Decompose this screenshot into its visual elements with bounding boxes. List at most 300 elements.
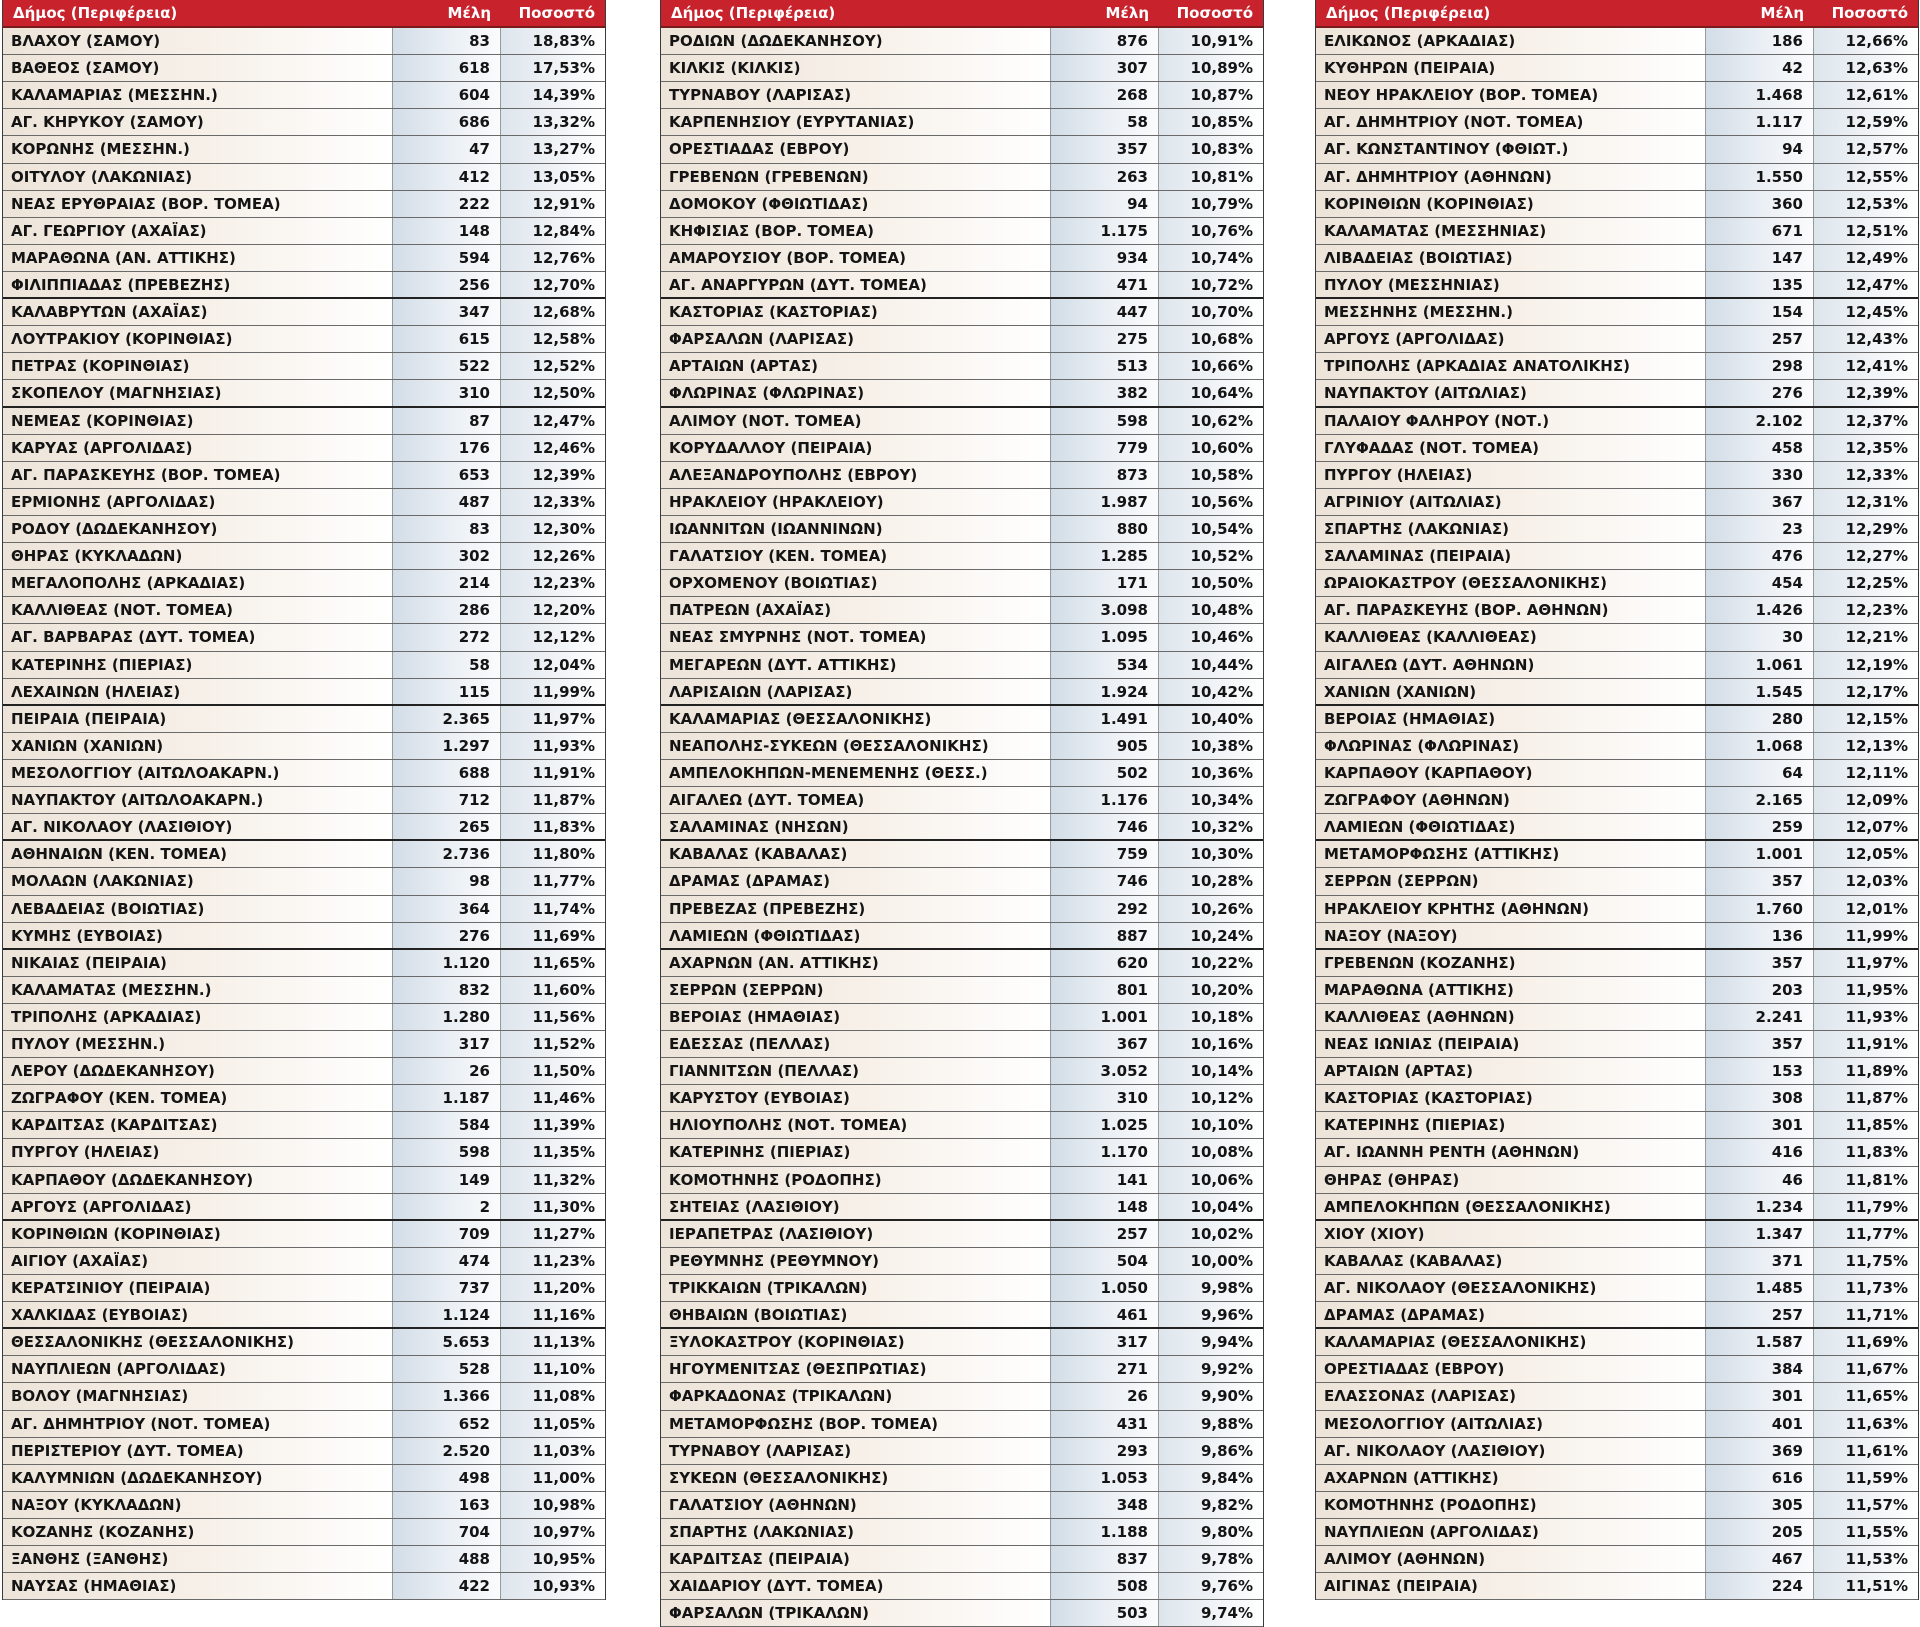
percent-cell: 11,65% bbox=[1814, 1383, 1918, 1409]
percent-cell: 9,90% bbox=[1159, 1383, 1263, 1409]
members-cell: 265 bbox=[393, 814, 501, 839]
percent-cell: 12,20% bbox=[501, 597, 605, 623]
percent-cell: 10,50% bbox=[1159, 570, 1263, 596]
members-cell: 508 bbox=[1051, 1573, 1159, 1599]
table-row bbox=[1316, 570, 1918, 597]
table-row bbox=[3, 1465, 605, 1492]
header-count: Μέλη bbox=[1105, 4, 1149, 22]
municipality-cell: ΑΙΓΙΟΥ (ΑΧΑΪΑΣ) bbox=[3, 1248, 393, 1274]
table-row bbox=[1316, 1411, 1918, 1438]
table-row bbox=[661, 1085, 1263, 1112]
table-row bbox=[3, 408, 605, 435]
municipality-cell: ΘΕΣΣΑΛΟΝΙΚΗΣ (ΘΕΣΣΑΛΟΝΙΚΗΣ) bbox=[3, 1329, 393, 1355]
percent-cell: 9,86% bbox=[1159, 1438, 1263, 1464]
members-cell: 367 bbox=[1051, 1031, 1159, 1057]
table-row bbox=[661, 136, 1263, 163]
municipality-cell: ΚΟΡΙΝΘΙΩΝ (ΚΟΡΙΝΘΙΑΣ) bbox=[1316, 191, 1706, 217]
municipality-cell: ΚΟΖΑΝΗΣ (ΚΟΖΑΝΗΣ) bbox=[3, 1519, 393, 1545]
table-row bbox=[1316, 1383, 1918, 1410]
table-row bbox=[1316, 1248, 1918, 1275]
members-cell: 5.653 bbox=[393, 1329, 501, 1355]
table-row bbox=[661, 191, 1263, 218]
percent-cell: 12,19% bbox=[1814, 652, 1918, 678]
table-row bbox=[661, 164, 1263, 191]
percent-cell: 11,91% bbox=[1814, 1031, 1918, 1057]
members-cell: 1.426 bbox=[1706, 597, 1814, 623]
table-row bbox=[1316, 55, 1918, 82]
table-row bbox=[661, 841, 1263, 868]
municipality-cell: ΦΑΡΚΑΔΟΝΑΣ (ΤΡΙΚΑΛΩΝ) bbox=[661, 1383, 1051, 1409]
percent-cell: 9,74% bbox=[1159, 1600, 1263, 1626]
percent-cell: 11,83% bbox=[501, 814, 605, 839]
municipality-cell: ΚΑΛΑΒΡΥΤΩΝ (ΑΧΑΪΑΣ) bbox=[3, 299, 393, 325]
municipality-cell: ΑΓ. ΔΗΜΗΤΡΙΟΥ (ΑΘΗΝΩΝ) bbox=[1316, 164, 1706, 190]
municipality-cell: ΦΙΛΙΠΠΙΑΔΑΣ (ΠΡΕΒΕΖΗΣ) bbox=[3, 272, 393, 297]
municipality-cell: ΚΟΡΙΝΘΙΩΝ (ΚΟΡΙΝΘΙΑΣ) bbox=[3, 1221, 393, 1247]
municipality-cell: ΜΕΓΑΡΕΩΝ (ΔΥΤ. ΑΤΤΙΚΗΣ) bbox=[661, 652, 1051, 678]
percent-cell: 11,73% bbox=[1814, 1275, 1918, 1301]
table-row bbox=[1316, 326, 1918, 353]
municipality-cell: ΛΑΡΙΣΑΙΩΝ (ΛΑΡΙΣΑΣ) bbox=[661, 679, 1051, 704]
table-row bbox=[3, 1221, 605, 1248]
table-row bbox=[1316, 624, 1918, 651]
percent-cell: 9,80% bbox=[1159, 1519, 1263, 1545]
table-row bbox=[661, 1438, 1263, 1465]
table-row bbox=[1316, 1167, 1918, 1194]
table-row bbox=[661, 1356, 1263, 1383]
municipality-cell: ΚΙΛΚΙΣ (ΚΙΛΚΙΣ) bbox=[661, 55, 1051, 81]
members-cell: 594 bbox=[393, 245, 501, 271]
percent-cell: 13,32% bbox=[501, 109, 605, 135]
percent-cell: 10,87% bbox=[1159, 82, 1263, 108]
members-cell: 1.053 bbox=[1051, 1465, 1159, 1491]
municipality-cell: ΝΙΚΑΙΑΣ (ΠΕΙΡΑΙΑ) bbox=[3, 950, 393, 976]
table-row bbox=[661, 814, 1263, 841]
percent-cell: 12,91% bbox=[501, 191, 605, 217]
members-cell: 416 bbox=[1706, 1139, 1814, 1165]
members-cell: 257 bbox=[1706, 1302, 1814, 1327]
municipality-cell: ΦΑΡΣΑΛΩΝ (ΤΡΙΚΑΛΩΝ) bbox=[661, 1600, 1051, 1626]
header-count: Μέλη bbox=[1760, 4, 1804, 22]
municipality-cell: ΑΜΑΡΟΥΣΙΟΥ (ΒΟΡ. ΤΟΜΕΑ) bbox=[661, 245, 1051, 271]
members-cell: 369 bbox=[1706, 1438, 1814, 1464]
table-row bbox=[3, 28, 605, 55]
table-row bbox=[3, 1519, 605, 1546]
table-row bbox=[1316, 1438, 1918, 1465]
members-cell: 42 bbox=[1706, 55, 1814, 81]
percent-cell: 11,87% bbox=[501, 787, 605, 813]
percent-cell: 9,98% bbox=[1159, 1275, 1263, 1301]
percent-cell: 10,89% bbox=[1159, 55, 1263, 81]
table-row bbox=[661, 299, 1263, 326]
table-row bbox=[3, 462, 605, 489]
members-cell: 271 bbox=[1051, 1356, 1159, 1382]
percent-cell: 11,16% bbox=[501, 1302, 605, 1327]
members-cell: 1.280 bbox=[393, 1004, 501, 1030]
table-row bbox=[3, 624, 605, 651]
percent-cell: 11,57% bbox=[1814, 1492, 1918, 1518]
table-row bbox=[1316, 191, 1918, 218]
table-row bbox=[1316, 82, 1918, 109]
members-cell: 832 bbox=[393, 977, 501, 1003]
municipality-cell: ΚΟΜΟΤΗΝΗΣ (ΡΟΔΟΠΗΣ) bbox=[1316, 1492, 1706, 1518]
members-cell: 474 bbox=[393, 1248, 501, 1274]
municipality-cell: ΖΩΓΡΑΦΟΥ (ΑΘΗΝΩΝ) bbox=[1316, 787, 1706, 813]
municipality-cell: ΛΑΜΙΕΩΝ (ΦΘΙΩΤΙΔΑΣ) bbox=[661, 923, 1051, 948]
municipality-cell: ΜΕΣΟΛΟΓΓΙΟΥ (ΑΙΤΩΛΟΑΚΑΡΝ.) bbox=[3, 760, 393, 786]
municipality-cell: ΑΜΠΕΛΟΚΗΠΩΝ-ΜΕΝΕΜΕΝΗΣ (ΘΕΣΣ.) bbox=[661, 760, 1051, 786]
municipality-cell: ΚΑΛΛΙΘΕΑΣ (ΝΟΤ. ΤΟΜΕΑ) bbox=[3, 597, 393, 623]
municipality-cell: ΜΟΛΑΩΝ (ΛΑΚΩΝΙΑΣ) bbox=[3, 868, 393, 894]
table-row bbox=[661, 1465, 1263, 1492]
percent-cell: 11,97% bbox=[501, 706, 605, 732]
members-cell: 310 bbox=[1051, 1085, 1159, 1111]
table-row bbox=[1316, 1275, 1918, 1302]
percent-cell: 10,97% bbox=[501, 1519, 605, 1545]
percent-cell: 12,57% bbox=[1814, 136, 1918, 162]
members-cell: 934 bbox=[1051, 245, 1159, 271]
percent-cell: 11,46% bbox=[501, 1085, 605, 1111]
table-row bbox=[1316, 516, 1918, 543]
percent-cell: 12,52% bbox=[501, 353, 605, 379]
percent-cell: 11,93% bbox=[501, 733, 605, 759]
members-cell: 1.550 bbox=[1706, 164, 1814, 190]
municipality-cell: ΓΑΛΑΤΣΙΟΥ (ΑΘΗΝΩΝ) bbox=[661, 1492, 1051, 1518]
municipality-cell: ΤΥΡΝΑΒΟΥ (ΛΑΡΙΣΑΣ) bbox=[661, 82, 1051, 108]
table-row bbox=[3, 1004, 605, 1031]
percent-cell: 11,97% bbox=[1814, 950, 1918, 976]
percent-cell: 12,66% bbox=[1814, 28, 1918, 54]
members-cell: 1.485 bbox=[1706, 1275, 1814, 1301]
percent-cell: 10,48% bbox=[1159, 597, 1263, 623]
percent-cell: 11,08% bbox=[501, 1383, 605, 1409]
percent-cell: 12,17% bbox=[1814, 679, 1918, 704]
percent-cell: 11,60% bbox=[501, 977, 605, 1003]
header-name: Δήμος (Περιφέρεια) bbox=[13, 4, 178, 22]
percent-cell: 12,39% bbox=[501, 462, 605, 488]
percent-cell: 10,93% bbox=[501, 1573, 605, 1599]
table-row bbox=[661, 1058, 1263, 1085]
members-cell: 263 bbox=[1051, 164, 1159, 190]
municipality-cell: ΟΙΤΥΛΟΥ (ΛΑΚΩΝΙΑΣ) bbox=[3, 164, 393, 190]
percent-cell: 10,74% bbox=[1159, 245, 1263, 271]
municipality-cell: ΒΕΡΟΙΑΣ (ΗΜΑΘΙΑΣ) bbox=[661, 1004, 1051, 1030]
municipality-cell: ΚΑΡΠΑΘΟΥ (ΔΩΔΕΚΑΝΗΣΟΥ) bbox=[3, 1167, 393, 1193]
members-cell: 272 bbox=[393, 624, 501, 650]
members-cell: 737 bbox=[393, 1275, 501, 1301]
municipality-cell: ΩΡΑΙΟΚΑΣΤΡΟΥ (ΘΕΣΣΑΛΟΝΙΚΗΣ) bbox=[1316, 570, 1706, 596]
table-row bbox=[661, 1302, 1263, 1329]
percent-cell: 10,26% bbox=[1159, 896, 1263, 922]
members-cell: 305 bbox=[1706, 1492, 1814, 1518]
members-cell: 712 bbox=[393, 787, 501, 813]
municipality-cell: ΤΡΙΠΟΛΗΣ (ΑΡΚΑΔΙΑΣ) bbox=[3, 1004, 393, 1030]
members-cell: 1.095 bbox=[1051, 624, 1159, 650]
table-row bbox=[1316, 733, 1918, 760]
municipality-cell: ΑΓ. ΔΗΜΗΤΡΙΟΥ (ΝΟΤ. ΤΟΜΕΑ) bbox=[1316, 109, 1706, 135]
municipality-cell: ΑΓ. ΙΩΑΝΝΗ ΡΕΝΤΗ (ΑΘΗΝΩΝ) bbox=[1316, 1139, 1706, 1165]
members-cell: 275 bbox=[1051, 326, 1159, 352]
table-row bbox=[1316, 760, 1918, 787]
table-row bbox=[3, 1546, 605, 1573]
members-cell: 2.241 bbox=[1706, 1004, 1814, 1030]
municipality-cell: ΡΟΔΟΥ (ΔΩΔΕΚΑΝΗΣΟΥ) bbox=[3, 516, 393, 542]
table-row bbox=[661, 1221, 1263, 1248]
municipality-cell: ΣΕΡΡΩΝ (ΣΕΡΡΩΝ) bbox=[1316, 868, 1706, 894]
percent-cell: 11,83% bbox=[1814, 1139, 1918, 1165]
municipality-cell: ΑΛΙΜΟΥ (ΑΘΗΝΩΝ) bbox=[1316, 1546, 1706, 1572]
table-row bbox=[3, 435, 605, 462]
percent-cell: 12,37% bbox=[1814, 408, 1918, 434]
municipality-cell: ΑΓ. ΒΑΡΒΑΡΑΣ (ΔΥΤ. ΤΟΜΕΑ) bbox=[3, 624, 393, 650]
municipality-cell: ΝΑΥΠΛΙΕΩΝ (ΑΡΓΟΛΙΔΑΣ) bbox=[3, 1356, 393, 1382]
table-row bbox=[3, 977, 605, 1004]
percent-cell: 12,03% bbox=[1814, 868, 1918, 894]
municipality-cell: ΠΕΡΙΣΤΕΡΙΟΥ (ΔΥΤ. ΤΟΜΕΑ) bbox=[3, 1438, 393, 1464]
percent-cell: 10,83% bbox=[1159, 136, 1263, 162]
members-cell: 58 bbox=[393, 652, 501, 678]
percent-cell: 11,20% bbox=[501, 1275, 605, 1301]
table-row bbox=[661, 1167, 1263, 1194]
municipality-cell: ΝΑΥΣΑΣ (ΗΜΑΘΙΑΣ) bbox=[3, 1573, 393, 1599]
percent-cell: 12,01% bbox=[1814, 896, 1918, 922]
members-cell: 26 bbox=[393, 1058, 501, 1084]
percent-cell: 11,59% bbox=[1814, 1465, 1918, 1491]
percent-cell: 9,94% bbox=[1159, 1329, 1263, 1355]
members-cell: 257 bbox=[1051, 1221, 1159, 1247]
percent-cell: 11,99% bbox=[501, 679, 605, 704]
percent-cell: 11,05% bbox=[501, 1411, 605, 1437]
percent-cell: 12,26% bbox=[501, 543, 605, 569]
percent-cell: 12,33% bbox=[501, 489, 605, 515]
table-row bbox=[1316, 109, 1918, 136]
table-row bbox=[661, 353, 1263, 380]
members-cell: 1.545 bbox=[1706, 679, 1814, 704]
table-row bbox=[1316, 1302, 1918, 1329]
percent-cell: 12,55% bbox=[1814, 164, 1918, 190]
members-cell: 203 bbox=[1706, 977, 1814, 1003]
percent-cell: 12,12% bbox=[501, 624, 605, 650]
municipality-cell: ΚΑΡΥΣΤΟΥ (ΕΥΒΟΙΑΣ) bbox=[661, 1085, 1051, 1111]
percent-cell: 9,76% bbox=[1159, 1573, 1263, 1599]
members-cell: 887 bbox=[1051, 923, 1159, 948]
percent-cell: 11,35% bbox=[501, 1139, 605, 1165]
table-row bbox=[661, 1411, 1263, 1438]
results-table-3 bbox=[1315, 0, 1919, 1600]
members-cell: 2.102 bbox=[1706, 408, 1814, 434]
members-cell: 2.165 bbox=[1706, 787, 1814, 813]
members-cell: 136 bbox=[1706, 923, 1814, 948]
percent-cell: 12,50% bbox=[501, 380, 605, 405]
percent-cell: 11,71% bbox=[1814, 1302, 1918, 1327]
municipality-cell: ΚΑΤΕΡΙΝΗΣ (ΠΙΕΡΙΑΣ) bbox=[661, 1139, 1051, 1165]
table-body bbox=[3, 28, 605, 1600]
percent-cell: 10,60% bbox=[1159, 435, 1263, 461]
members-cell: 759 bbox=[1051, 841, 1159, 867]
members-cell: 522 bbox=[393, 353, 501, 379]
percent-cell: 11,77% bbox=[501, 868, 605, 894]
percent-cell: 10,56% bbox=[1159, 489, 1263, 515]
members-cell: 1.924 bbox=[1051, 679, 1159, 704]
table-row bbox=[3, 1275, 605, 1302]
municipality-cell: ΓΛΥΦΑΔΑΣ (ΝΟΤ. ΤΟΜΕΑ) bbox=[1316, 435, 1706, 461]
municipality-cell: ΟΡΕΣΤΙΑΔΑΣ (ΕΒΡΟΥ) bbox=[661, 136, 1051, 162]
table-row bbox=[661, 570, 1263, 597]
header-name: Δήμος (Περιφέρεια) bbox=[671, 4, 836, 22]
percent-cell: 10,66% bbox=[1159, 353, 1263, 379]
members-cell: 2.736 bbox=[393, 841, 501, 867]
percent-cell: 12,51% bbox=[1814, 218, 1918, 244]
members-cell: 148 bbox=[1051, 1194, 1159, 1219]
members-cell: 1.188 bbox=[1051, 1519, 1159, 1545]
members-cell: 382 bbox=[1051, 380, 1159, 405]
members-cell: 905 bbox=[1051, 733, 1159, 759]
members-cell: 467 bbox=[1706, 1546, 1814, 1572]
municipality-cell: ΒΕΡΟΙΑΣ (ΗΜΑΘΙΑΣ) bbox=[1316, 706, 1706, 732]
percent-cell: 12,68% bbox=[501, 299, 605, 325]
percent-cell: 12,59% bbox=[1814, 109, 1918, 135]
table-row bbox=[1316, 462, 1918, 489]
members-cell: 26 bbox=[1051, 1383, 1159, 1409]
percent-cell: 10,06% bbox=[1159, 1167, 1263, 1193]
percent-cell: 10,34% bbox=[1159, 787, 1263, 813]
municipality-cell: ΝΑΞΟΥ (ΚΥΚΛΑΔΩΝ) bbox=[3, 1492, 393, 1518]
members-cell: 307 bbox=[1051, 55, 1159, 81]
percent-cell: 12,41% bbox=[1814, 353, 1918, 379]
members-cell: 1.234 bbox=[1706, 1194, 1814, 1219]
table-row bbox=[661, 489, 1263, 516]
municipality-cell: ΠΥΡΓΟΥ (ΗΛΕΙΑΣ) bbox=[3, 1139, 393, 1165]
table-row bbox=[661, 1600, 1263, 1627]
members-cell: 837 bbox=[1051, 1546, 1159, 1572]
percent-cell: 10,38% bbox=[1159, 733, 1263, 759]
table-row bbox=[3, 923, 605, 950]
municipality-cell: ΝΑΥΠΑΚΤΟΥ (ΑΙΤΩΛΟΑΚΑΡΝ.) bbox=[3, 787, 393, 813]
members-cell: 222 bbox=[393, 191, 501, 217]
percent-cell: 10,68% bbox=[1159, 326, 1263, 352]
members-cell: 598 bbox=[1051, 408, 1159, 434]
members-cell: 779 bbox=[1051, 435, 1159, 461]
members-cell: 1.061 bbox=[1706, 652, 1814, 678]
table-row bbox=[3, 1085, 605, 1112]
percent-cell: 12,30% bbox=[501, 516, 605, 542]
percent-cell: 11,80% bbox=[501, 841, 605, 867]
municipality-cell: ΑΜΠΕΛΟΚΗΠΩΝ (ΘΕΣΣΑΛΟΝΙΚΗΣ) bbox=[1316, 1194, 1706, 1219]
municipality-cell: ΜΕΣΟΛΟΓΓΙΟΥ (ΑΙΤΩΛΙΑΣ) bbox=[1316, 1411, 1706, 1437]
municipality-cell: ΜΕΓΑΛΟΠΟΛΗΣ (ΑΡΚΑΔΙΑΣ) bbox=[3, 570, 393, 596]
municipality-cell: ΡΕΘΥΜΝΗΣ (ΡΕΘΥΜΝΟΥ) bbox=[661, 1248, 1051, 1274]
members-cell: 746 bbox=[1051, 814, 1159, 839]
header-percent: Ποσοστό bbox=[518, 4, 595, 22]
municipality-cell: ΕΛΑΣΣΟΝΑΣ (ΛΑΡΙΣΑΣ) bbox=[1316, 1383, 1706, 1409]
table-row bbox=[1316, 1573, 1918, 1600]
percent-cell: 10,16% bbox=[1159, 1031, 1263, 1057]
members-cell: 83 bbox=[393, 28, 501, 54]
members-cell: 534 bbox=[1051, 652, 1159, 678]
percent-cell: 11,75% bbox=[1814, 1248, 1918, 1274]
percent-cell: 10,28% bbox=[1159, 868, 1263, 894]
members-cell: 686 bbox=[393, 109, 501, 135]
municipality-cell: ΓΡΕΒΕΝΩΝ (ΚΟΖΑΝΗΣ) bbox=[1316, 950, 1706, 976]
municipality-cell: ΘΗΒΑΙΩΝ (ΒΟΙΩΤΙΑΣ) bbox=[661, 1302, 1051, 1327]
table-row bbox=[1316, 489, 1918, 516]
percent-cell: 11,69% bbox=[1814, 1329, 1918, 1355]
members-cell: 259 bbox=[1706, 814, 1814, 839]
table-row bbox=[661, 1275, 1263, 1302]
members-cell: 23 bbox=[1706, 516, 1814, 542]
municipality-cell: ΝΕΑΣ ΕΡΥΘΡΑΙΑΣ (ΒΟΡ. ΤΟΜΕΑ) bbox=[3, 191, 393, 217]
municipality-cell: ΡΟΔΙΩΝ (ΔΩΔΕΚΑΝΗΣΟΥ) bbox=[661, 28, 1051, 54]
table-row bbox=[3, 1411, 605, 1438]
municipality-cell: ΑΓ. ΠΑΡΑΣΚΕΥΗΣ (ΒΟΡ. ΑΘΗΝΩΝ) bbox=[1316, 597, 1706, 623]
municipality-cell: ΞΑΝΘΗΣ (ΞΑΝΘΗΣ) bbox=[3, 1546, 393, 1572]
municipality-cell: ΝΕΜΕΑΣ (ΚΟΡΙΝΘΙΑΣ) bbox=[3, 408, 393, 434]
table-row bbox=[3, 82, 605, 109]
members-cell: 476 bbox=[1706, 543, 1814, 569]
members-cell: 357 bbox=[1051, 136, 1159, 162]
table-row bbox=[3, 1112, 605, 1139]
header-name: Δήμος (Περιφέρεια) bbox=[1326, 4, 1491, 22]
table-row bbox=[661, 624, 1263, 651]
members-cell: 367 bbox=[1706, 489, 1814, 515]
members-cell: 616 bbox=[1706, 1465, 1814, 1491]
members-cell: 2.365 bbox=[393, 706, 501, 732]
members-cell: 1.285 bbox=[1051, 543, 1159, 569]
members-cell: 1.001 bbox=[1706, 841, 1814, 867]
percent-cell: 12,09% bbox=[1814, 787, 1918, 813]
percent-cell: 10,85% bbox=[1159, 109, 1263, 135]
members-cell: 1.176 bbox=[1051, 787, 1159, 813]
table-row bbox=[661, 218, 1263, 245]
percent-cell: 11,53% bbox=[1814, 1546, 1918, 1572]
percent-cell: 12,23% bbox=[501, 570, 605, 596]
members-cell: 1.170 bbox=[1051, 1139, 1159, 1165]
table-row bbox=[3, 868, 605, 895]
percent-cell: 12,21% bbox=[1814, 624, 1918, 650]
municipality-cell: ΝΑΥΠΛΙΕΩΝ (ΑΡΓΟΛΙΔΑΣ) bbox=[1316, 1519, 1706, 1545]
members-cell: 1.120 bbox=[393, 950, 501, 976]
percent-cell: 9,84% bbox=[1159, 1465, 1263, 1491]
municipality-cell: ΑΓ. ΚΩΝΣΤΑΝΤΙΝΟΥ (ΦΘΙΩΤ.) bbox=[1316, 136, 1706, 162]
percent-cell: 11,03% bbox=[501, 1438, 605, 1464]
municipality-cell: ΠΥΛΟΥ (ΜΕΣΣΗΝ.) bbox=[3, 1031, 393, 1057]
percent-cell: 11,23% bbox=[501, 1248, 605, 1274]
percent-cell: 11,00% bbox=[501, 1465, 605, 1491]
percent-cell: 10,54% bbox=[1159, 516, 1263, 542]
municipality-cell: ΑΓ. ΝΙΚΟΛΑΟΥ (ΛΑΣΙΘΙΟΥ) bbox=[1316, 1438, 1706, 1464]
municipality-cell: ΑΙΓΑΛΕΩ (ΔΥΤ. ΑΘΗΝΩΝ) bbox=[1316, 652, 1706, 678]
percent-cell: 18,83% bbox=[501, 28, 605, 54]
table-row bbox=[661, 516, 1263, 543]
percent-cell: 17,53% bbox=[501, 55, 605, 81]
members-cell: 276 bbox=[1706, 380, 1814, 405]
municipality-cell: ΑΓ. ΓΕΩΡΓΙΟΥ (ΑΧΑΪΑΣ) bbox=[3, 218, 393, 244]
members-cell: 357 bbox=[1706, 868, 1814, 894]
table-row bbox=[3, 1302, 605, 1329]
members-cell: 308 bbox=[1706, 1085, 1814, 1111]
table-row bbox=[1316, 597, 1918, 624]
table-row bbox=[661, 245, 1263, 272]
members-cell: 801 bbox=[1051, 977, 1159, 1003]
percent-cell: 11,63% bbox=[1814, 1411, 1918, 1437]
municipality-cell: ΠΕΤΡΑΣ (ΚΟΡΙΝΘΙΑΣ) bbox=[3, 353, 393, 379]
table-row bbox=[661, 1546, 1263, 1573]
percent-cell: 9,92% bbox=[1159, 1356, 1263, 1382]
percent-cell: 13,27% bbox=[501, 136, 605, 162]
percent-cell: 10,00% bbox=[1159, 1248, 1263, 1274]
table-row bbox=[3, 489, 605, 516]
members-cell: 149 bbox=[393, 1167, 501, 1193]
